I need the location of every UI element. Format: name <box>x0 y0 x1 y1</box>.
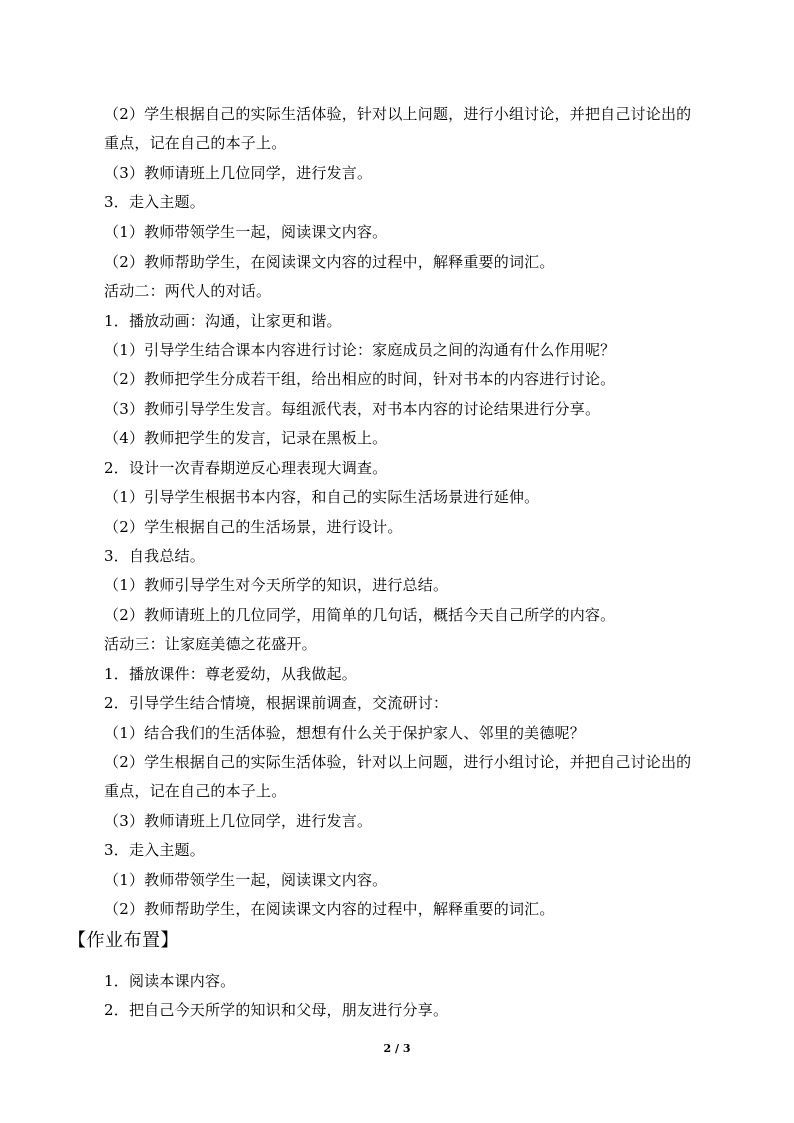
paragraph-line: 重点，记在自己的本子上。 <box>104 782 287 800</box>
paragraph-line: 活动三：让家庭美德之花盛开。 <box>104 635 317 653</box>
paragraph-line: 3．走入主题。 <box>104 841 205 859</box>
paragraph-line: （2）学生根据自己的生活场景，进行设计。 <box>104 518 403 536</box>
paragraph-line: （2）教师帮助学生，在阅读课文内容的过程中，解释重要的词汇。 <box>104 253 555 271</box>
paragraph-line: 重点，记在自己的本子上。 <box>104 134 287 152</box>
section-heading-homework: 【作业布置】 <box>68 930 179 951</box>
homework-line: 1．阅读本课内容。 <box>104 972 236 990</box>
paragraph-line: 活动二：两代人的对话。 <box>104 282 272 300</box>
paragraph-line: （2）学生根据自己的实际生活体验，针对以上问题，进行小组讨论，并把自己讨论出的 <box>104 753 692 771</box>
paragraph-line: （2）教师帮助学生，在阅读课文内容的过程中，解释重要的词汇。 <box>104 900 555 918</box>
paragraph-line: （1）引导学生结合课本内容进行讨论：家庭成员之间的沟通有什么作用呢？ <box>104 341 616 359</box>
paragraph-line: 3．走入主题。 <box>104 193 205 211</box>
paragraph-line: （1）教师引导学生对今天所学的知识，进行总结。 <box>104 576 449 594</box>
paragraph-line: （4）教师把学生的发言，记录在黑板上。 <box>104 429 388 447</box>
paragraph-line: （1）引导学生根据书本内容，和自己的实际生活场景进行延伸。 <box>104 488 540 506</box>
paragraph-line: （3）教师引导学生发言。每组派代表，对书本内容的讨论结果进行分享。 <box>104 400 601 418</box>
paragraph-line: （2）学生根据自己的实际生活体验，针对以上问题，进行小组讨论，并把自己讨论出的 <box>104 105 692 123</box>
paragraph-line: （2）教师请班上的几位同学，用简单的几句话，概括今天自己所学的内容。 <box>104 606 616 624</box>
paragraph-line: 1．播放动画：沟通，让家更和谐。 <box>104 312 342 330</box>
paragraph-line: 2．引导学生结合情境，根据课前调查，交流研讨： <box>104 694 449 712</box>
paragraph-line: （3）教师请班上几位同学，进行发言。 <box>104 812 373 830</box>
page-number: 2 / 3 <box>383 1042 411 1055</box>
paragraph-line: （2）教师把学生分成若干组，给出相应的时间，针对书本的内容进行讨论。 <box>104 370 616 388</box>
paragraph-line: （3）教师请班上几位同学，进行发言。 <box>104 164 373 182</box>
paragraph-line: （1）教师带领学生一起，阅读课文内容。 <box>104 223 388 241</box>
paragraph-line: （1）教师带领学生一起，阅读课文内容。 <box>104 871 388 889</box>
paragraph-line: 2．设计一次青春期逆反心理表现大调查。 <box>104 459 388 477</box>
paragraph-line: （1）结合我们的生活体验，想想有什么关于保护家人、邻里的美德呢？ <box>104 724 585 742</box>
homework-line: 2．把自己今天所学的知识和父母，朋友进行分享。 <box>104 1001 449 1019</box>
paragraph-line: 1．播放课件：尊老爱幼，从我做起。 <box>104 665 357 683</box>
paragraph-line: 3．自我总结。 <box>104 547 205 565</box>
